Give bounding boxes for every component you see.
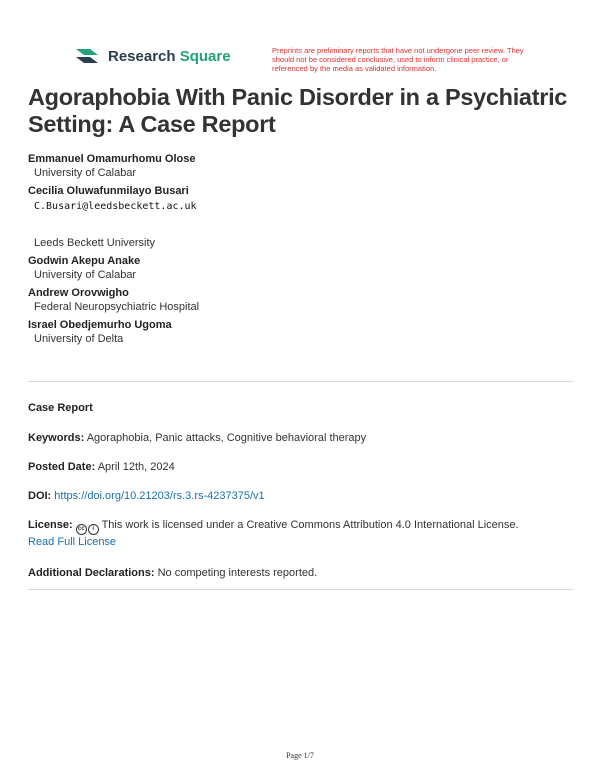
- paper-title: Agoraphobia With Panic Disorder in a Psychiatric Setting: A Case Report: [28, 84, 568, 137]
- author-name: Israel Obedjemurho Ugoma: [28, 319, 172, 331]
- posted-date: [28, 460, 573, 475]
- author-affiliation: Leeds Beckett University: [34, 237, 156, 249]
- logo-text: [108, 48, 231, 65]
- author-name: Andrew Orovwigho: [28, 287, 129, 299]
- page-number: Page 1/7: [286, 751, 314, 760]
- declarations-label: Additional Declarations:: [28, 567, 155, 579]
- author-email[interactable]: C.Busari@leedsbeckett.ac.uk: [34, 201, 197, 212]
- author-affiliation: University of Calabar: [34, 269, 137, 281]
- doi-link[interactable]: https://doi.org/10.21203/rs.3.rs-4237375/v1: [54, 490, 265, 502]
- doi-label: DOI:: [28, 490, 52, 502]
- doi: [28, 489, 573, 504]
- author-name: Emmanuel Omamurhomu Olose: [28, 153, 196, 165]
- divider: [28, 381, 573, 382]
- license: [28, 518, 573, 550]
- preprint-disclaimer: Preprints are preliminary reports that have not undergone peer review. They should not be considered conclusive, used to inform clinical practice, or referenced by the media as validated information.: [272, 46, 524, 73]
- research-square-logo[interactable]: [74, 44, 231, 68]
- license-label: License:: [28, 519, 73, 531]
- author-list: [28, 152, 573, 350]
- posted-date-label: Posted Date:: [28, 461, 96, 473]
- logo-word-research: Research: [108, 47, 176, 65]
- author-affiliation: University of Calabar: [34, 167, 137, 179]
- declarations-value: No competing interests reported.: [157, 567, 318, 579]
- article-type: [28, 401, 573, 416]
- research-square-logo-icon: [74, 44, 100, 68]
- posted-date-value: April 12th, 2024: [97, 461, 175, 473]
- article-type-label: Case Report: [28, 402, 93, 414]
- read-full-license-link[interactable]: Read Full License: [28, 536, 117, 548]
- license-icons: [76, 524, 99, 535]
- logo-word-square: Square: [179, 47, 231, 65]
- by-icon[interactable]: i: [88, 524, 99, 535]
- license-text: This work is licensed under a Creative Commons Attribution 4.0 International License.: [101, 519, 519, 531]
- divider: [28, 589, 573, 590]
- keywords-value: Agoraphobia, Panic attacks, Cognitive behavioral therapy: [86, 432, 367, 444]
- keywords: [28, 431, 573, 446]
- author-affiliation: Federal Neuropsychiatric Hospital: [34, 301, 200, 313]
- additional-declarations: [28, 566, 573, 581]
- author-affiliation: University of Delta: [34, 333, 124, 345]
- keywords-label: Keywords:: [28, 432, 85, 444]
- cc-icon[interactable]: cc: [76, 524, 87, 535]
- author-name: Godwin Akepu Anake: [28, 255, 141, 267]
- author-name: Cecilia Oluwafunmilayo Busari: [28, 185, 189, 197]
